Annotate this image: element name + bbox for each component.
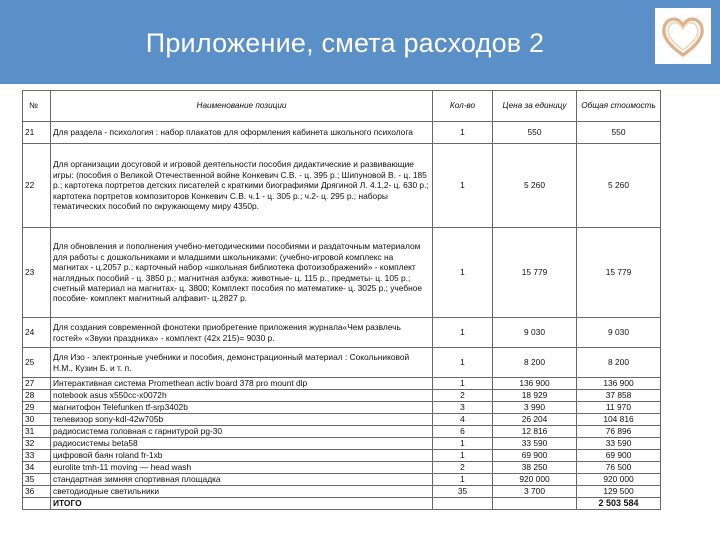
row-total: 920 000 (577, 474, 661, 486)
row-total: 76 896 (577, 426, 661, 438)
row-price: 18 929 (493, 390, 577, 402)
row-number: 21 (23, 122, 51, 144)
row-total: 15 779 (577, 228, 661, 318)
row-price: 9 030 (493, 318, 577, 348)
col-price-header: Цена за единицу (493, 91, 577, 122)
table-row (23, 486, 661, 498)
row-number: 30 (23, 414, 51, 426)
row-qty: 4 (433, 414, 493, 426)
col-qty-header: Кол-во (433, 91, 493, 122)
row-qty: 1 (433, 450, 493, 462)
row-number: 31 (23, 426, 51, 438)
row-qty: 1 (433, 378, 493, 390)
row-qty: 3 (433, 402, 493, 414)
row-price: 69 900 (493, 450, 577, 462)
table-row (23, 462, 661, 474)
table-row (23, 318, 661, 348)
row-qty: 2 (433, 462, 493, 474)
row-price: 3 700 (493, 486, 577, 498)
row-total: 550 (577, 122, 661, 144)
row-qty: 1 (433, 474, 493, 486)
table-row (23, 348, 661, 378)
table-row (23, 144, 661, 228)
row-number: 34 (23, 462, 51, 474)
table-row (23, 474, 661, 486)
table-row (23, 402, 661, 414)
table-row (23, 414, 661, 426)
row-price: 3 990 (493, 402, 577, 414)
table-row (23, 378, 661, 390)
row-qty: 2 (433, 390, 493, 402)
row-total: 33 590 (577, 438, 661, 450)
row-price: 33 590 (493, 438, 577, 450)
table-row (23, 122, 661, 144)
heart-icon (655, 8, 711, 64)
col-name-header: Наименование позиции (51, 91, 433, 122)
total-row (23, 498, 661, 510)
row-number: 29 (23, 402, 51, 414)
row-total: 69 900 (577, 450, 661, 462)
row-price: 38 250 (493, 462, 577, 474)
row-number: 23 (23, 228, 51, 318)
row-total: 8 200 (577, 348, 661, 378)
row-price: 550 (493, 122, 577, 144)
row-price: 5 260 (493, 144, 577, 228)
row-name: телевизор sony-kdl-42w705b (51, 414, 433, 426)
row-qty: 1 (433, 348, 493, 378)
slide-header (0, 0, 720, 84)
total-value: 2 503 584 (577, 498, 661, 510)
table-row (23, 450, 661, 462)
row-total: 136 900 (577, 378, 661, 390)
row-total: 11 970 (577, 402, 661, 414)
row-number: 33 (23, 450, 51, 462)
row-number: 24 (23, 318, 51, 348)
logo (655, 8, 711, 64)
total-label: ИТОГО (51, 498, 433, 510)
row-number: 36 (23, 486, 51, 498)
row-total: 9 030 (577, 318, 661, 348)
row-total: 37 858 (577, 390, 661, 402)
col-total-header: Общая стоимость (577, 91, 661, 122)
row-price: 15 779 (493, 228, 577, 318)
row-qty: 1 (433, 144, 493, 228)
row-name: магнитофон Telefunken tf-srp3402b (51, 402, 433, 414)
row-name: notebook asus x550cc-x0072h (51, 390, 433, 402)
row-price: 920 000 (493, 474, 577, 486)
row-name: eurolite tmh-11 moving — head wash (51, 462, 433, 474)
table-row (23, 228, 661, 318)
table-header-row (23, 91, 661, 122)
row-total: 129 500 (577, 486, 661, 498)
row-total: 5 260 (577, 144, 661, 228)
row-name: Для раздела - психология : набор плакатов для оформления кабинета школьного психолога (51, 122, 433, 144)
row-name: Для обновления и пополнения учебно-методическими пособиями и раздаточным материалом для работы с дошкольниками и младшими школьниками: (учебно-игровой комплекс на магнитах - ц.2057 р.; карточный набор «школьная библиотека фотоизображений» - комплект наглядных пособий - ц. 3850 р.; магнитная азбука: животные- ц. 115 р., предметы- ц. 105 р.; счетный материал на магнитах- ц. 3800; Комплект пособия по математике- ц. 3025 р.; учебное пособие- комплект магнитный алфавит- ц.2827 р. (51, 228, 433, 318)
row-name: Для создания современной фонотеки приобретение приложения журнала«Чем развлечь гостей» «Звуки праздника» - комплект (42х 215)= 9030 р. (51, 318, 433, 348)
row-name: Для организации досуговой и игровой деятельности пособия дидактические и развивающие игры: (пособия о Великой Отечественной войне Конкевич С.В. - ц. 395 р.; Шипуновой В. - ц. 185 р.; картотека портретов детских писателей с краткими биографиями Дрягиной Л. 4.1,2- ц. 630 р.; картотека портретов композиторов Конкевич С.В. ч.1 - ц. 305 р.; ч.2- ц. 295 р.; наборы тематических пособий по окружающему миру 4350р. (51, 144, 433, 228)
row-qty: 1 (433, 122, 493, 144)
row-qty: 1 (433, 438, 493, 450)
row-number: 28 (23, 390, 51, 402)
row-price: 12 816 (493, 426, 577, 438)
row-name: цифровой баян roland fr-1xb (51, 450, 433, 462)
expense-table (22, 90, 661, 510)
table-row (23, 426, 661, 438)
row-name: радиосистема головная с гарнитурой pg-30 (51, 426, 433, 438)
row-number: 25 (23, 348, 51, 378)
row-total: 104 816 (577, 414, 661, 426)
row-qty: 1 (433, 228, 493, 318)
row-number: 32 (23, 438, 51, 450)
row-qty: 35 (433, 486, 493, 498)
row-number: 22 (23, 144, 51, 228)
row-name: радиосистемы beta58 (51, 438, 433, 450)
total-price-cell (493, 498, 577, 510)
row-name: Для Изо - электронные учебники и пособия, демонстрационный материал : Сокольниковой Н.М., Кузин Б. и т. п. (51, 348, 433, 378)
row-name: Интерактивная система Promethean activ board 378 pro mount dlp (51, 378, 433, 390)
row-qty: 1 (433, 318, 493, 348)
row-name: стандартная зимняя спортивная площадка (51, 474, 433, 486)
row-total: 76 500 (577, 462, 661, 474)
col-number-header: № (23, 91, 51, 122)
page-title: Приложение, смета расходов 2 (145, 28, 545, 58)
row-name: светодиодные светильники (51, 486, 433, 498)
row-price: 8 200 (493, 348, 577, 378)
row-qty: 6 (433, 426, 493, 438)
row-number: 27 (23, 378, 51, 390)
total-qty-cell (433, 498, 493, 510)
row-number: 35 (23, 474, 51, 486)
total-number-cell (23, 498, 51, 510)
table-row (23, 390, 661, 402)
table-row (23, 438, 661, 450)
row-price: 136 900 (493, 378, 577, 390)
row-price: 26 204 (493, 414, 577, 426)
